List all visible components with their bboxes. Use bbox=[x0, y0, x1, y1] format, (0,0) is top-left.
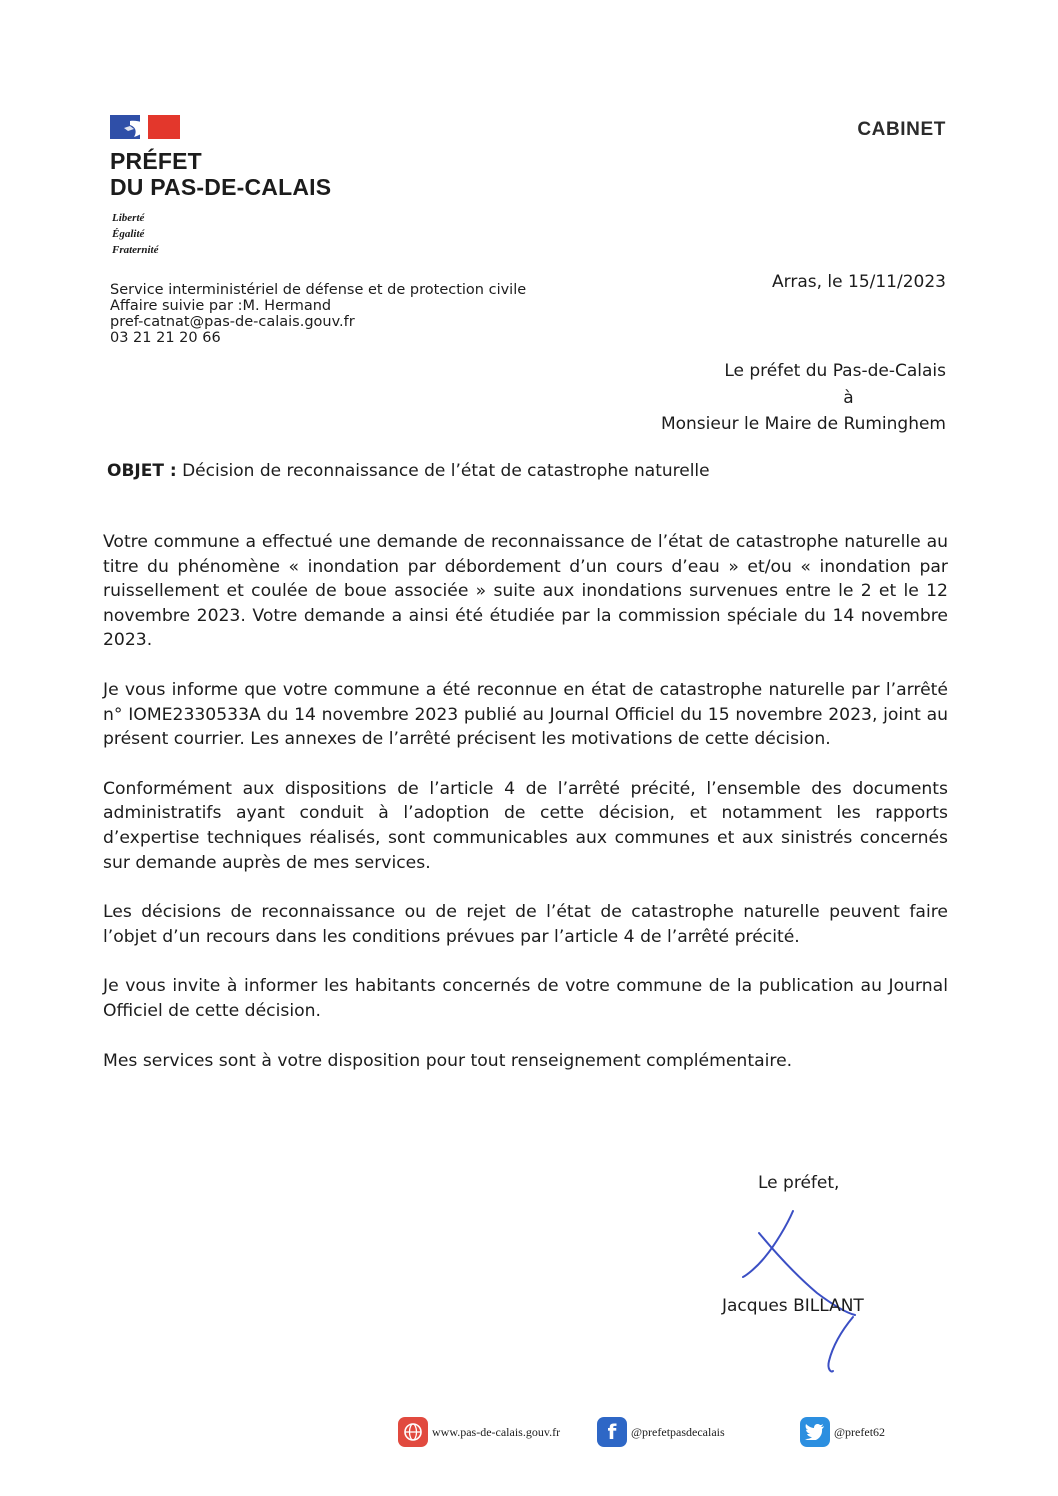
sender-followed-by: Affaire suivie par :M. Hermand bbox=[110, 298, 332, 314]
recipient-to-word: à bbox=[843, 387, 854, 408]
body-paragraph-3: Conformément aux dispositions de l’article 4 de l’arrêté précité, l’ensemble des documents administratifs ayant conduit à l’adoption de cette décision, et notamment les rapports d’expertise techniques réalisés, sont communicables aux communes et aux sinistrés concernés sur demande auprès de mes services. bbox=[103, 778, 948, 873]
body-paragraph-6: Mes services sont à votre disposition pour tout renseignement complémentaire. bbox=[103, 1050, 793, 1071]
sender-service: Service interministériel de défense et de protection civile bbox=[110, 282, 527, 298]
footer-facebook-label: @prefetpasdecalais bbox=[631, 1424, 725, 1439]
date-line: Arras, le 15/11/2023 bbox=[772, 272, 946, 292]
footer-website-label: www.pas-de-calais.gouv.fr bbox=[432, 1424, 561, 1439]
letter-body bbox=[103, 530, 948, 1073]
body-paragraph-5: Je vous invite à informer les habitants concernés de votre commune de la publication au Journal Officiel de cette décision. bbox=[103, 976, 948, 1021]
subject-text: Décision de reconnaissance de l’état de catastrophe naturelle bbox=[182, 461, 710, 481]
footer-twitter-label: @prefet62 bbox=[834, 1424, 886, 1439]
subject-line bbox=[107, 461, 710, 481]
signature-title: Le préfet, bbox=[758, 1173, 840, 1193]
prefecture-title bbox=[110, 148, 331, 200]
sender-block bbox=[110, 282, 526, 346]
twitter-bird-icon bbox=[800, 1417, 830, 1447]
body-paragraph-1: Votre commune a effectué une demande de reconnaissance de l’état de catastrophe naturelle au titre du phénomène « inondation par débordement d’un cours d’eau » et/ou « inondation par ruissellement et coulée de boue associée » suite aux inondations survenues entre le 2 et le 12 novembre 2023. Votre demande a ainsi été étudiée par la commission spéciale du 14 novembre 2023. bbox=[103, 532, 948, 651]
department-label: CABINET bbox=[857, 119, 946, 140]
facebook-icon: f bbox=[597, 1417, 627, 1447]
marianne-flag-logo bbox=[110, 115, 180, 139]
handwritten-signature bbox=[735, 1205, 875, 1375]
body-paragraph-2: Je vous informe que votre commune a été reconnue en état de catastrophe naturelle par l’arrêté n° IOME2330533A du 14 novembre 2023 publié au Journal Officiel du 15 novembre 2023, joint au présent courrier. Les annexes de l’arrêté précisent les motivations de cette décision. bbox=[103, 679, 948, 750]
subject-label: OBJET : bbox=[107, 461, 177, 481]
motto-fraternite: Fraternité bbox=[112, 244, 159, 256]
footer-website[interactable] bbox=[398, 1412, 560, 1452]
globe-icon bbox=[398, 1417, 428, 1447]
motto-liberte: Liberté bbox=[112, 212, 145, 224]
sender-phone: 03 21 21 20 66 bbox=[110, 330, 221, 346]
motto-egalite: Égalité bbox=[112, 228, 145, 240]
signer-name: Jacques BILLANT bbox=[722, 1296, 864, 1316]
republic-motto bbox=[112, 210, 158, 258]
recipient-to: Monsieur le Maire de Ruminghem bbox=[660, 414, 946, 434]
body-paragraph-4: Les décisions de reconnaissance ou de rejet de l’état de catastrophe naturelle peuvent faire l’objet d’un recours dans les conditions prévues par l’article 4 de l’arrêté précité. bbox=[103, 902, 948, 947]
prefecture-title-line2: DU PAS-DE-CALAIS bbox=[110, 174, 332, 200]
recipient-from: Le préfet du Pas-de-Calais bbox=[724, 361, 946, 381]
footer-twitter[interactable] bbox=[800, 1412, 885, 1452]
footer-facebook[interactable] bbox=[597, 1412, 725, 1452]
recipient-block bbox=[661, 358, 946, 438]
prefecture-title-line1: PRÉFET bbox=[110, 148, 202, 174]
sender-email[interactable]: pref-catnat@pas-de-calais.gouv.fr bbox=[110, 314, 355, 330]
